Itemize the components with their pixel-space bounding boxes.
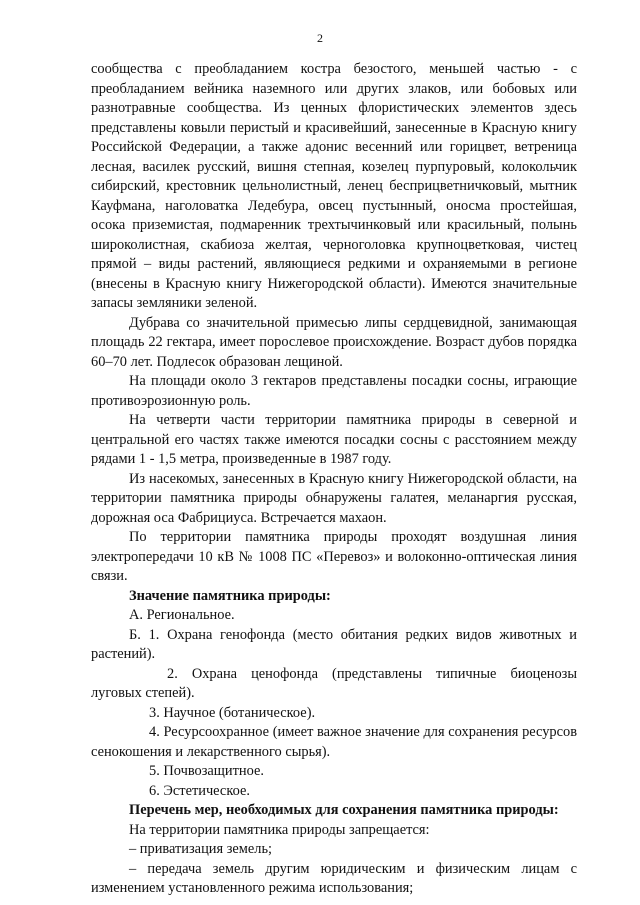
paragraph-pine-rows: На четверти части территории памятника природы в северной и центральной его частях также имеются посадки сосны с расстоянием между рядами 1 - 1,5 метра, произведенные в 1987 году. [91,412,577,467]
prohibition-item-1: – приватизация земель; [129,841,272,857]
significance-item-2: 2. Охрана ценофонда (представлены типичные биоценозы луговых степей). [91,665,577,701]
section-heading-measures [91,801,577,821]
section-heading-measures-text: Перечень мер, необходимых для сохранения памятника природы: [129,802,559,818]
significance-item-4: 4. Ресурсоохранное (имеет важное значение для сохранения ресурсов сенокошения и лекарственного сырья). [91,724,577,760]
page-number: 2 [317,31,323,45]
significance-item-5: 5. Почвозащитное. [149,763,264,779]
section-heading-significance [91,587,577,607]
paragraph-flora: сообщества с преобладанием костра безостого, меньшей частью - с преобладанием вейника наземного или других злаков, или бобовых или разнотравные сообщества. Из ценных флористических элементов здесь представлены ковыли перистый и красивейший, занесенные в Красную книгу Российской Федерации, а также адонис весенний или горицвет, ветреница лесная, василек русский, вишня степная, козелец пурпуровый, колокольчик сибирский, крестовник цельнолистный, ленец бесприцветничковый, мытник Кауфмана, наголоватка Ледебура, овсец пустынный, оносма простейшая, осока приземистая, подмаренник трехтычинковый или красильный, полынь широколистная, скабиоза желтая, черноголовка крупноцветковая, чистец прямой – виды растений, являющиеся редкими и охраняемыми в регионе (внесены в Красную книгу Нижегородской области). Имеются значительные запасы земляники зеленой. [91,61,577,311]
section-heading-significance-text: Значение памятника природы: [129,587,331,604]
paragraph-power-line: По территории памятника природы проходят воздушная линия электропередачи 10 кВ № 1008 ПС «Перевоз» и волоконно-оптическая линия связи. [91,529,577,584]
significance-item-b1: Б. 1. Охрана генофонда (место обитания редких видов животных и растений). [91,626,577,662]
significance-item-3: 3. Научное (ботаническое). [149,704,316,721]
body-text [91,60,577,899]
paragraph-prohibited: На территории памятника природы запрещается: [129,821,430,838]
paragraph-insects: Из насекомых, занесенных в Красную книгу Нижегородской области, на территории памятника природы обнаружены галатея, меланаргия русская, дорожная оса Фабрициуса. Встречается махаон. [91,470,577,526]
paragraph-oak-grove: Дубрава со значительной примесью липы сердцевидной, занимающая площадь 22 гектара, имеет порослевое происхождение. Возраст дубов порядка 60–70 лет. Подлесок образован лещиной. [91,314,577,370]
prohibition-item-2: – передача земель другим юридическим и физическим лицам с изменением установленного режима использования; [91,860,577,896]
paragraph-pine-plantings: На площади около 3 гектаров представлены посадки сосны, играющие противоэрозионную роль. [91,373,577,409]
significance-item-a: А. Региональное. [129,607,235,623]
significance-item-6: 6. Эстетическое. [149,782,250,799]
